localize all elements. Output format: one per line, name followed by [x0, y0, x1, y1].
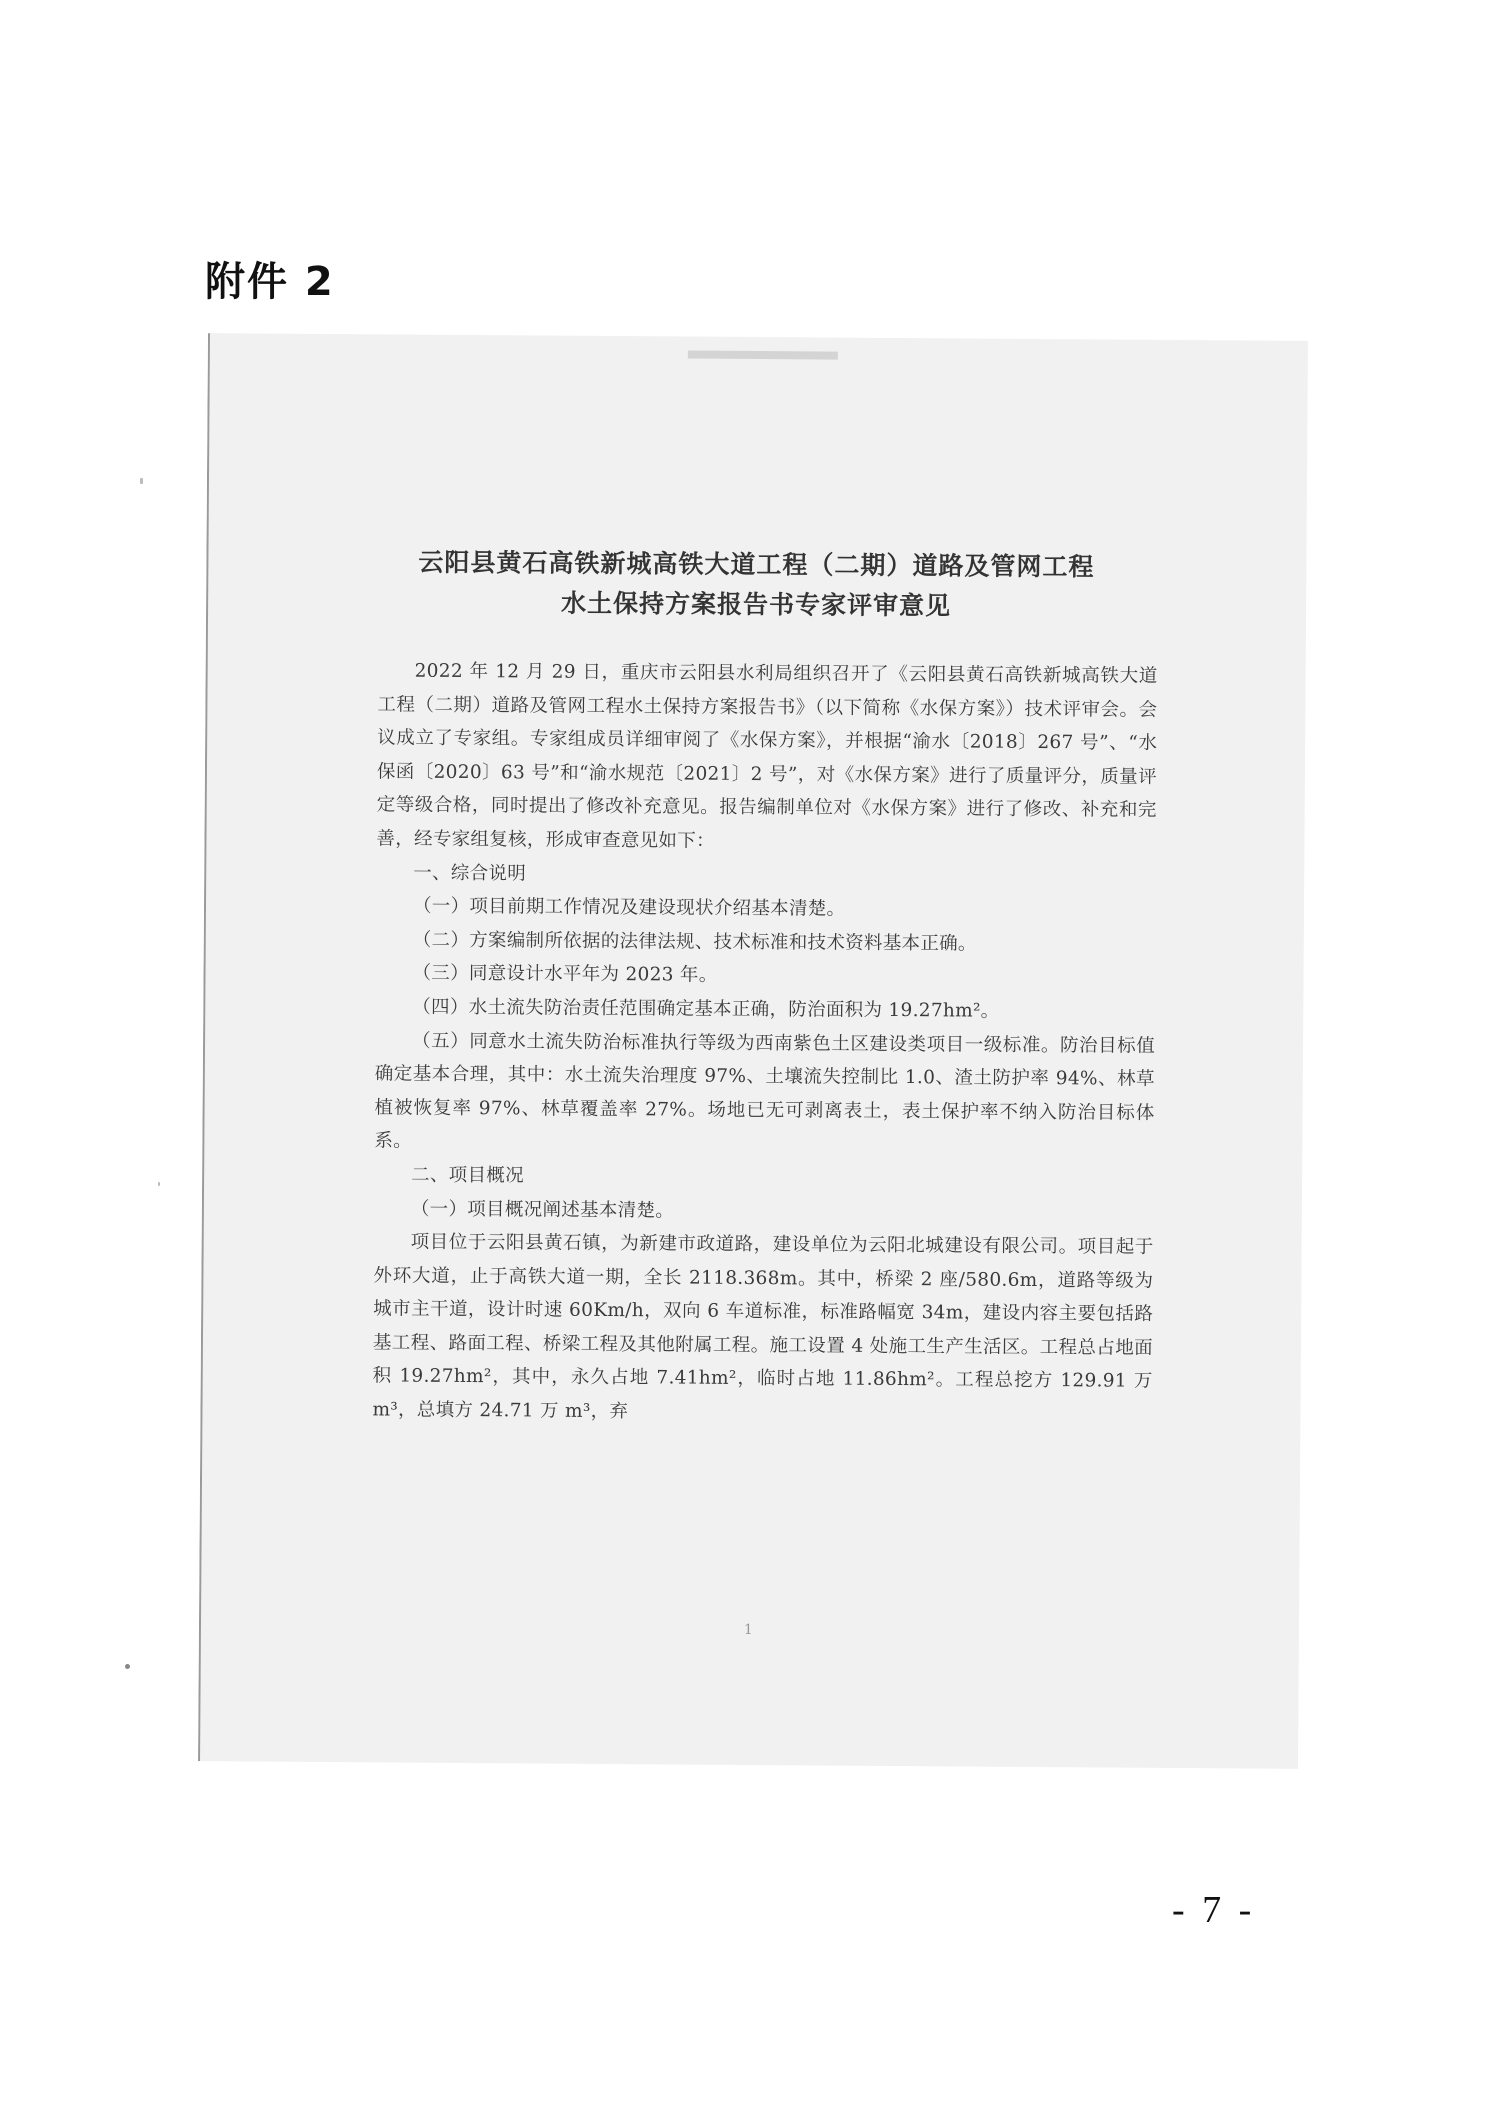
item-1-3: （三）同意设计水平年为 2023 年。 [412, 962, 718, 987]
section-heading-2: 二、项目概况 [411, 1164, 525, 1187]
item-2-1: （一）项目概况阐述基本清楚。 [410, 1198, 675, 1221]
speck [140, 478, 143, 484]
attachment-label: 附件 2 [205, 259, 335, 305]
document-title-line-1: 云阳县黄石高铁新城高铁大道工程（二期）道路及管网工程 [418, 547, 1095, 582]
item-1-1: （一）项目前期工作情况及建设现状介绍基本清楚。 [412, 895, 846, 920]
scan-top-mark [688, 351, 838, 360]
intro-paragraph: 2022 年 12 月 29 日，重庆市云阳县水利局组织召开了《云阳县黄石高铁新城高铁大道工程（二期）道路及管网工程水土保持方案报告书》（以下简称《水保方案》）技术评审会。会议成立了专家组。专家组成员详细审阅了《水保方案》，并根据“渝水〔2018〕267 号”、“水保函〔2020〕63 号”和“渝水规范〔2021〕2 号”，对《水保方案》进行了质量评分，质量评定等级合格，同时提出了修改补充意见。报告编制单位对《水保方案》进行了修改、补充和完善，经专家组复核，形成审查意见如下： [376, 660, 1158, 852]
document-body [372, 654, 1157, 1432]
scanned-document [198, 333, 1308, 1769]
document-title-line-2: 水土保持方案报告书专家评审意见 [561, 588, 952, 621]
page-number: - 7 - [1172, 1889, 1256, 1931]
speck [158, 1182, 160, 1186]
scan-footer-mark: 1 [743, 1621, 753, 1639]
item-1-4: （四）水土流失防治责任范围确定基本正确，防治面积为 19.27hm²。 [412, 996, 1000, 1022]
project-description: 项目位于云阳县黄石镇，为新建市政道路，建设单位为云阳北城建设有限公司。项目起于外环大道，止于高铁大道一期，全长 2118.368m。其中，桥梁 2 座/580.6m，道路等级为城市主干道，设计时速 60Km/h，双向 6 车道标准，标准路幅宽 34m，建设内容主要包括路基工程、路面工程、桥梁工程及其他附属工程。施工设置 4 处施工生产生活区。工程总占地面积 19.27hm²，其中，永久占地 7.41hm²，临时占地 11.86hm²。工程总挖方 129.91 万 m³，总填方 24.71 万 m³，弃 [372, 1231, 1154, 1423]
speck [125, 1664, 130, 1669]
section-heading-1: 一、综合说明 [413, 862, 527, 884]
item-1-2: （二）方案编制所依据的法律法规、技术标准和技术资料基本正确。 [412, 929, 977, 955]
item-1-5: （五）同意水土流失防治标准执行等级为西南紫色土区建设类项目一级标准。防治目标值确定基本合理，其中：水土流失治理度 97%、土壤流失控制比 1.0、渣土防护率 94%、林草植被恢复率 97%、林草覆盖率 27%。场地已无可剥离表土，表土保护率不纳入防治目标体系。 [374, 1030, 1156, 1152]
